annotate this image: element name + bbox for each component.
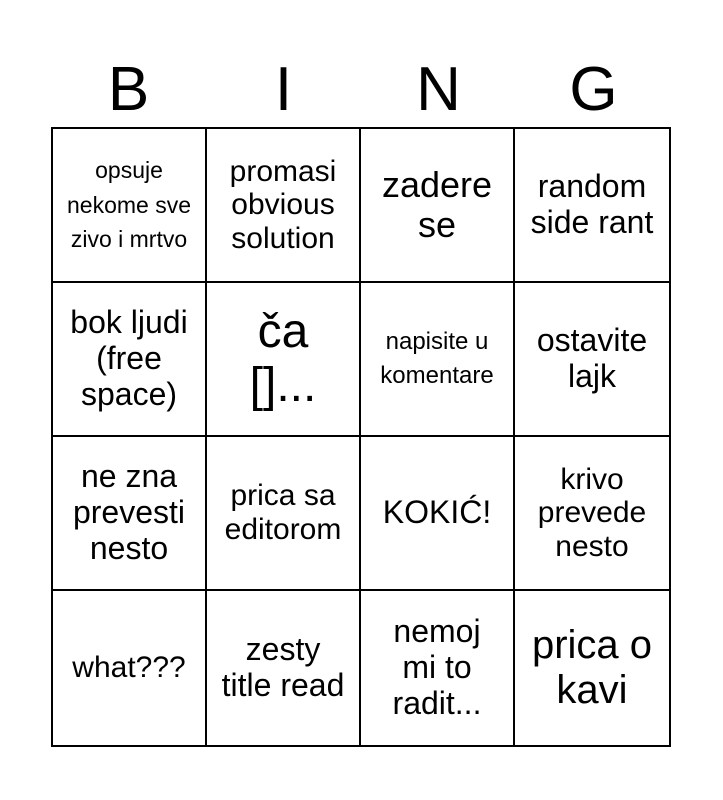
header-letter-i: I bbox=[274, 55, 293, 124]
bingo-cell[interactable] bbox=[207, 283, 361, 437]
cell-text: what??? bbox=[72, 651, 186, 685]
cell-text: krivo prevede nesto bbox=[537, 462, 647, 563]
header-letter-b: B bbox=[107, 55, 150, 124]
header-letter-n: N bbox=[416, 55, 461, 124]
cell-text: ne zna prevesti nesto bbox=[72, 458, 186, 566]
bingo-cell[interactable] bbox=[361, 283, 515, 437]
bingo-cell[interactable] bbox=[515, 591, 669, 745]
bingo-cell[interactable] bbox=[515, 283, 669, 437]
bingo-cell[interactable] bbox=[515, 437, 669, 591]
bingo-cell[interactable] bbox=[207, 129, 361, 283]
bingo-board bbox=[51, 127, 671, 747]
bingo-cell[interactable] bbox=[53, 437, 207, 591]
cell-text: random side rant bbox=[530, 168, 654, 240]
cell-text: zesty title read bbox=[221, 631, 345, 703]
cell-text: prica o kavi bbox=[531, 623, 653, 712]
bingo-cell[interactable] bbox=[361, 129, 515, 283]
cell-text: ča []... bbox=[249, 305, 317, 412]
bingo-cell[interactable] bbox=[207, 591, 361, 745]
cell-text: napisite u komentare bbox=[380, 328, 494, 389]
bingo-cell[interactable] bbox=[53, 591, 207, 745]
cell-text: prica sa editorom bbox=[224, 479, 342, 546]
cell-text: promasi obvious solution bbox=[229, 154, 337, 255]
cell-text: KOKIĆ! bbox=[382, 494, 492, 531]
bingo-cell[interactable] bbox=[53, 283, 207, 437]
header-letter-g: G bbox=[569, 55, 618, 124]
bingo-cell[interactable] bbox=[515, 129, 669, 283]
bingo-cell[interactable] bbox=[207, 437, 361, 591]
cell-text: opsuje nekome sve zivo i mrtvo bbox=[66, 157, 191, 253]
bingo-cell[interactable] bbox=[53, 129, 207, 283]
cell-text: nemoj mi to radit... bbox=[392, 613, 482, 721]
cell-text: ostavite lajk bbox=[536, 322, 648, 394]
bingo-cell[interactable] bbox=[361, 437, 515, 591]
cell-text: bok ljudi (free space) bbox=[70, 304, 188, 412]
bingo-cell[interactable] bbox=[361, 591, 515, 745]
bingo-header bbox=[51, 52, 671, 128]
cell-text: zadere se bbox=[381, 163, 493, 245]
